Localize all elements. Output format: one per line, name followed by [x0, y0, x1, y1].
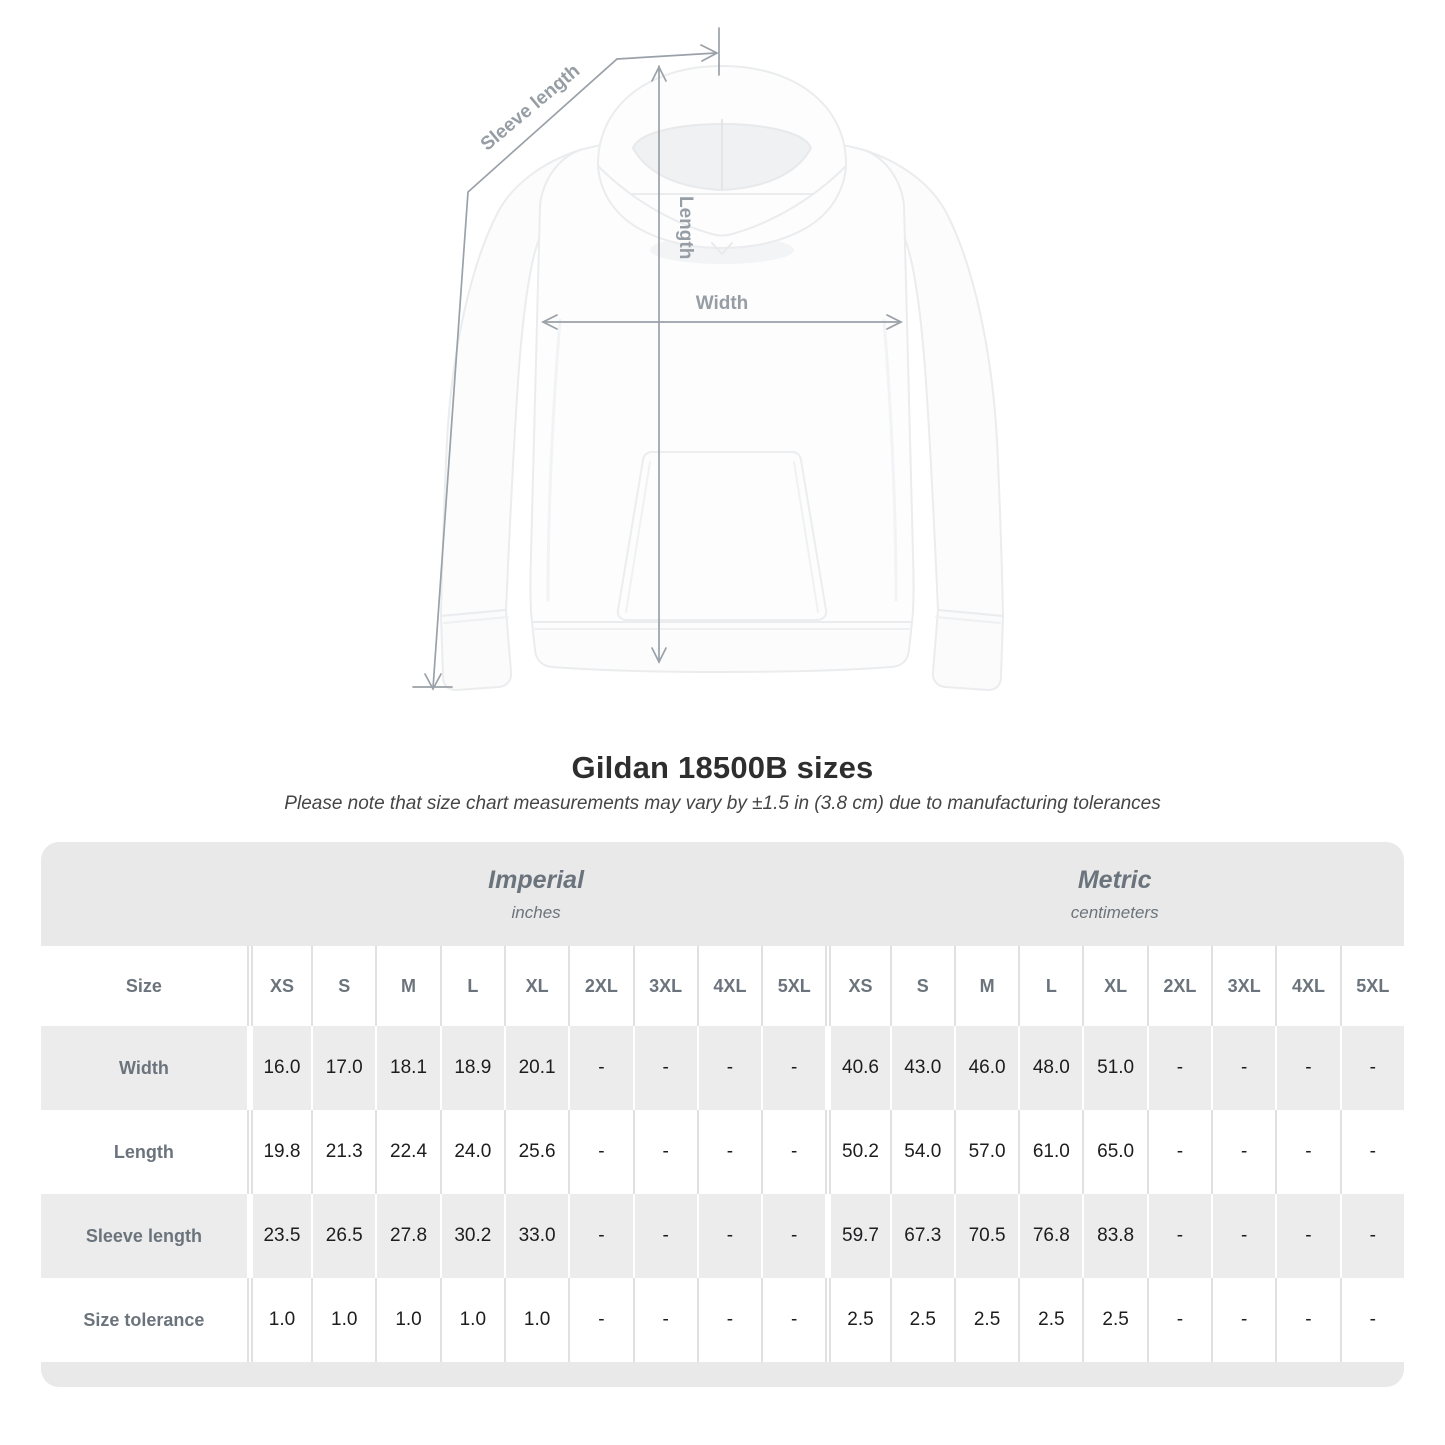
imperial-value-cell: 26.5: [311, 1194, 375, 1278]
imperial-value-cell: 1.0: [375, 1278, 439, 1362]
imperial-value-cell: -: [568, 1194, 632, 1278]
metric-size-col-3xl: 3XL: [1211, 946, 1275, 1026]
imperial-value-cell: 18.1: [375, 1026, 439, 1110]
imperial-size-col-s: S: [311, 946, 375, 1026]
metric-value-cell: 50.2: [825, 1110, 889, 1194]
metric-value-cell: 83.8: [1082, 1194, 1146, 1278]
imperial-value-cell: -: [761, 1026, 825, 1110]
row-label: Length: [41, 1110, 247, 1194]
imperial-size-col-xl: XL: [504, 946, 568, 1026]
imperial-section-header: [247, 842, 826, 946]
length-label: Length: [675, 196, 696, 260]
size-table: [41, 842, 1404, 1387]
width-label: Width: [695, 293, 749, 314]
metric-value-cell: -: [1275, 1110, 1339, 1194]
imperial-size-col-5xl: 5XL: [761, 946, 825, 1026]
metric-size-col-4xl: 4XL: [1275, 946, 1339, 1026]
metric-value-cell: -: [1340, 1194, 1404, 1278]
table-footer-band: [41, 1362, 1404, 1387]
imperial-value-cell: -: [633, 1278, 697, 1362]
metric-value-cell: 46.0: [954, 1026, 1018, 1110]
imperial-value-cell: -: [697, 1110, 761, 1194]
size-corner-label: Size: [41, 946, 247, 1026]
imperial-size-col-l: L: [440, 946, 504, 1026]
imperial-value-cell: 1.0: [247, 1278, 311, 1362]
row-label: Sleeve length: [41, 1194, 247, 1278]
metric-value-cell: 67.3: [890, 1194, 954, 1278]
metric-size-col-xs: XS: [825, 946, 889, 1026]
hoodie-image: [441, 66, 1003, 690]
table-row: [41, 1026, 1404, 1110]
metric-value-cell: 2.5: [825, 1278, 889, 1362]
size-header-row: [41, 946, 1404, 1026]
metric-value-cell: -: [1211, 1110, 1275, 1194]
size-table-element: [41, 842, 1404, 1387]
imperial-value-cell: 33.0: [504, 1194, 568, 1278]
imperial-value-cell: -: [633, 1194, 697, 1278]
page-subtitle: Please note that size chart measurements may vary by ±1.5 in (3.8 cm) due to manufacturing tolerances: [284, 793, 1161, 814]
table-row: [41, 1278, 1404, 1362]
metric-value-cell: -: [1147, 1110, 1211, 1194]
imperial-value-cell: 27.8: [375, 1194, 439, 1278]
metric-value-cell: -: [1147, 1278, 1211, 1362]
imperial-value-cell: -: [633, 1110, 697, 1194]
imperial-value-cell: 20.1: [504, 1026, 568, 1110]
metric-value-cell: -: [1340, 1026, 1404, 1110]
imperial-value-cell: 16.0: [247, 1026, 311, 1110]
sleeve-length-label: Sleeve length: [476, 60, 585, 156]
unit-band-row: [41, 842, 1404, 946]
metric-value-cell: 51.0: [1082, 1026, 1146, 1110]
imperial-value-cell: -: [697, 1278, 761, 1362]
metric-unit: centimeters: [1070, 902, 1159, 922]
metric-section-header: [825, 842, 1404, 946]
imperial-size-col-3xl: 3XL: [633, 946, 697, 1026]
imperial-size-col-2xl: 2XL: [568, 946, 632, 1026]
metric-value-cell: 65.0: [1082, 1110, 1146, 1194]
metric-size-col-l: L: [1018, 946, 1082, 1026]
metric-value-cell: 2.5: [1018, 1278, 1082, 1362]
metric-value-cell: 61.0: [1018, 1110, 1082, 1194]
imperial-value-cell: -: [568, 1110, 632, 1194]
page-title: Gildan 18500B sizes: [571, 750, 874, 785]
imperial-title: Imperial: [488, 865, 585, 894]
metric-value-cell: -: [1211, 1194, 1275, 1278]
metric-value-cell: 2.5: [1082, 1278, 1146, 1362]
metric-value-cell: -: [1211, 1278, 1275, 1362]
imperial-value-cell: -: [568, 1026, 632, 1110]
band-corner-spacer: [41, 842, 247, 946]
imperial-value-cell: -: [697, 1194, 761, 1278]
imperial-value-cell: 24.0: [440, 1110, 504, 1194]
row-label: Size tolerance: [41, 1278, 247, 1362]
imperial-value-cell: 19.8: [247, 1110, 311, 1194]
metric-value-cell: -: [1147, 1026, 1211, 1110]
metric-value-cell: -: [1275, 1278, 1339, 1362]
size-table-body: [41, 1026, 1404, 1362]
metric-value-cell: 2.5: [890, 1278, 954, 1362]
metric-size-col-xl: XL: [1082, 946, 1146, 1026]
metric-value-cell: 2.5: [954, 1278, 1018, 1362]
imperial-value-cell: 21.3: [311, 1110, 375, 1194]
metric-value-cell: 76.8: [1018, 1194, 1082, 1278]
metric-value-cell: -: [1275, 1194, 1339, 1278]
metric-value-cell: 43.0: [890, 1026, 954, 1110]
table-row: [41, 1110, 1404, 1194]
metric-value-cell: 59.7: [825, 1194, 889, 1278]
imperial-value-cell: 17.0: [311, 1026, 375, 1110]
metric-size-col-m: M: [954, 946, 1018, 1026]
metric-value-cell: -: [1340, 1110, 1404, 1194]
imperial-value-cell: 1.0: [440, 1278, 504, 1362]
metric-size-col-2xl: 2XL: [1147, 946, 1211, 1026]
pocket-shape: [618, 452, 826, 620]
imperial-value-cell: -: [761, 1110, 825, 1194]
imperial-size-col-4xl: 4XL: [697, 946, 761, 1026]
imperial-value-cell: -: [568, 1278, 632, 1362]
row-label: Width: [41, 1026, 247, 1110]
table-footer-row: [41, 1362, 1404, 1387]
imperial-value-cell: 22.4: [375, 1110, 439, 1194]
metric-value-cell: 70.5: [954, 1194, 1018, 1278]
imperial-size-col-xs: XS: [247, 946, 311, 1026]
metric-value-cell: -: [1275, 1026, 1339, 1110]
table-row: [41, 1194, 1404, 1278]
imperial-value-cell: 23.5: [247, 1194, 311, 1278]
metric-value-cell: -: [1147, 1194, 1211, 1278]
imperial-value-cell: 18.9: [440, 1026, 504, 1110]
metric-value-cell: -: [1340, 1278, 1404, 1362]
imperial-value-cell: 30.2: [440, 1194, 504, 1278]
imperial-value-cell: -: [633, 1026, 697, 1110]
imperial-size-col-m: M: [375, 946, 439, 1026]
metric-value-cell: -: [1211, 1026, 1275, 1110]
metric-value-cell: 54.0: [890, 1110, 954, 1194]
metric-value-cell: 48.0: [1018, 1026, 1082, 1110]
imperial-value-cell: -: [761, 1278, 825, 1362]
imperial-unit: inches: [511, 902, 561, 922]
imperial-value-cell: 25.6: [504, 1110, 568, 1194]
imperial-value-cell: -: [697, 1026, 761, 1110]
metric-value-cell: 40.6: [825, 1026, 889, 1110]
imperial-value-cell: 1.0: [504, 1278, 568, 1362]
imperial-value-cell: -: [761, 1194, 825, 1278]
metric-value-cell: 57.0: [954, 1110, 1018, 1194]
imperial-value-cell: 1.0: [311, 1278, 375, 1362]
metric-title: Metric: [1077, 865, 1152, 894]
metric-size-col-s: S: [890, 946, 954, 1026]
metric-size-col-5xl: 5XL: [1340, 946, 1404, 1026]
